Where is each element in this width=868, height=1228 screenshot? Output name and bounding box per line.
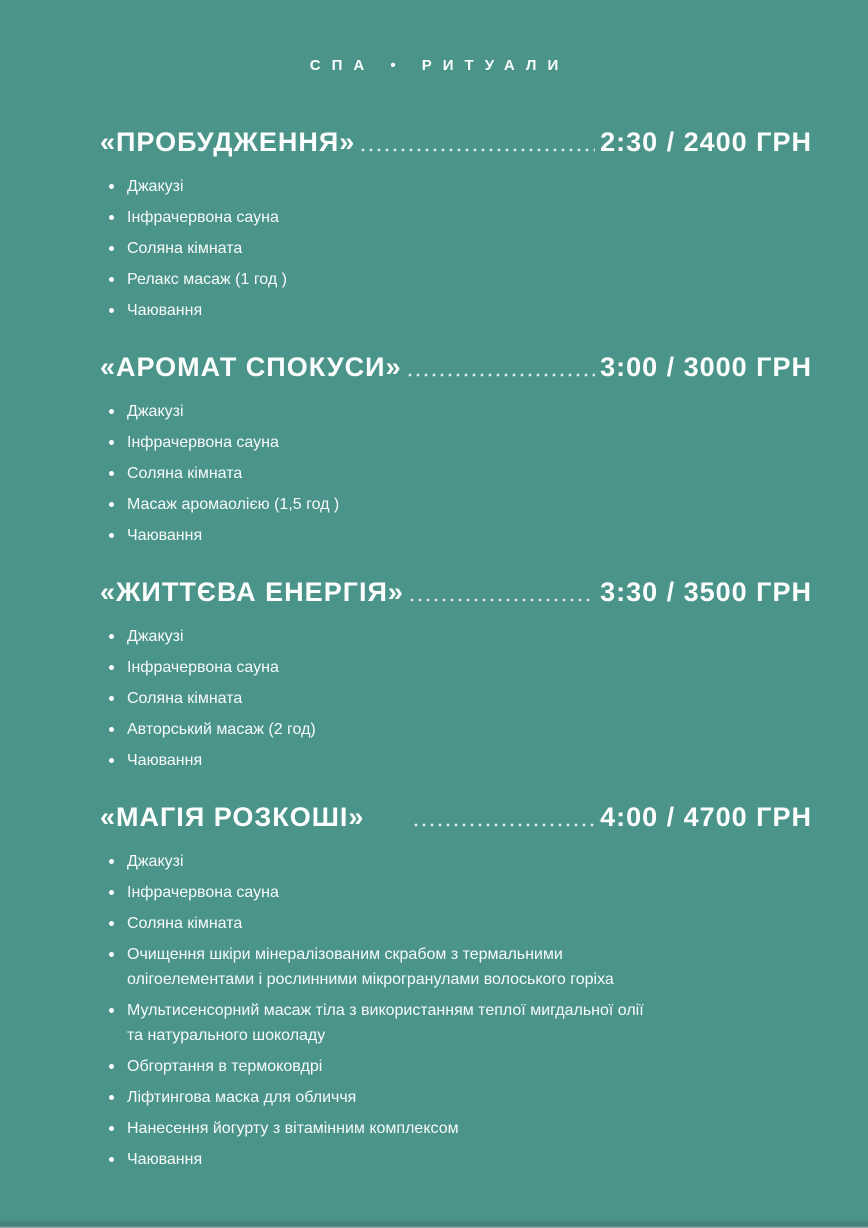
bullet-icon bbox=[109, 727, 114, 732]
section-header bbox=[100, 576, 812, 609]
bullet-icon bbox=[109, 696, 114, 701]
menu-item-label: Соляна кімната bbox=[127, 465, 243, 482]
menu-item bbox=[100, 1116, 658, 1141]
menu-item-label: Ліфтингова маска для обличчя bbox=[127, 1089, 357, 1106]
menu-item-label: Джакузі bbox=[127, 403, 184, 420]
menu-item bbox=[100, 430, 658, 455]
menu-item-label: Чаювання bbox=[127, 527, 203, 544]
menu-item bbox=[100, 748, 658, 773]
menu-item-label: Очищення шкіри мінералізованим скрабом з термальними олігоелементами і рослинними мікрогранулами волоського горіха bbox=[127, 946, 614, 988]
bullet-icon bbox=[109, 533, 114, 538]
menu-item-label: Джакузі bbox=[127, 853, 184, 870]
menu-item-label: Соляна кімната bbox=[127, 690, 243, 707]
menu-item bbox=[100, 849, 658, 874]
menu-section-zhyttieva-enerhiia bbox=[100, 576, 812, 773]
bullet-icon bbox=[109, 1126, 114, 1131]
section-header bbox=[100, 126, 812, 159]
bullet-icon bbox=[109, 952, 114, 957]
menu-item bbox=[100, 399, 658, 424]
item-list bbox=[100, 399, 812, 548]
menu-section-probudzhennia bbox=[100, 126, 812, 323]
section-name: «ПРОБУДЖЕННЯ» bbox=[100, 127, 356, 157]
menu-item bbox=[100, 998, 658, 1048]
menu-item-label: Нанесення йогурту з вітамінним комплексом bbox=[127, 1120, 459, 1137]
bullet-icon bbox=[109, 758, 114, 763]
menu-item-label: Інфрачервона сауна bbox=[127, 884, 279, 901]
section-name: «ЖИТТЄВА ЕНЕРГІЯ» bbox=[100, 577, 404, 607]
section-price: 3:30 / 3500 ГРН bbox=[600, 577, 812, 607]
bullet-icon bbox=[109, 1008, 114, 1013]
section-name: «АРОМАТ СПОКУСИ» bbox=[100, 352, 402, 382]
bullet-icon bbox=[109, 634, 114, 639]
bullet-icon bbox=[109, 471, 114, 476]
bullet-icon bbox=[109, 409, 114, 414]
page-bottom-edge bbox=[0, 1219, 868, 1228]
item-list bbox=[100, 624, 812, 773]
menu-item bbox=[100, 880, 658, 905]
menu-item-label: Обгортання в термоковдрі bbox=[127, 1058, 323, 1075]
bullet-icon bbox=[109, 246, 114, 251]
bullet-icon bbox=[109, 1157, 114, 1162]
menu-item bbox=[100, 205, 658, 230]
menu-item bbox=[100, 686, 658, 711]
menu-item bbox=[100, 523, 658, 548]
menu-item bbox=[100, 174, 658, 199]
item-list bbox=[100, 849, 812, 1172]
menu-item-label: Чаювання bbox=[127, 1151, 203, 1168]
menu-item-label: Релакс масаж (1 год ) bbox=[127, 271, 287, 288]
menu-item-label: Інфрачервона сауна bbox=[127, 209, 279, 226]
section-header bbox=[100, 801, 812, 834]
menu-item bbox=[100, 267, 658, 292]
menu-item bbox=[100, 717, 658, 742]
bullet-icon bbox=[109, 1064, 114, 1069]
bullet-icon bbox=[109, 184, 114, 189]
menu-section-mahiia-rozkoshi bbox=[100, 801, 812, 1172]
menu-item-label: Авторський масаж (2 год) bbox=[127, 721, 316, 738]
bullet-icon bbox=[109, 921, 114, 926]
dotted-leader bbox=[359, 148, 595, 152]
dotted-leader bbox=[406, 373, 595, 377]
menu-item-label: Чаювання bbox=[127, 302, 203, 319]
bullet-icon bbox=[109, 277, 114, 282]
bullet-icon bbox=[109, 308, 114, 313]
section-price: 4:00 / 4700 ГРН bbox=[600, 802, 812, 832]
section-header bbox=[100, 351, 812, 384]
item-list bbox=[100, 174, 812, 323]
page-title: СПА • РИТУАЛИ bbox=[309, 57, 570, 74]
bullet-icon bbox=[109, 890, 114, 895]
menu-item bbox=[100, 911, 658, 936]
menu-content bbox=[0, 126, 868, 1172]
menu-item bbox=[100, 461, 658, 486]
menu-item bbox=[100, 236, 658, 261]
section-name: «МАГІЯ РОЗКОШІ» bbox=[100, 802, 365, 832]
menu-item bbox=[100, 1054, 658, 1079]
menu-item-label: Мультисенсорний масаж тіла з використанням теплої мигдальної олії та натурального шоколаду bbox=[127, 1002, 644, 1044]
menu-item bbox=[100, 298, 658, 323]
menu-item-label: Інфрачервона сауна bbox=[127, 434, 279, 451]
bullet-icon bbox=[109, 859, 114, 864]
menu-item-label: Соляна кімната bbox=[127, 240, 243, 257]
menu-item-label: Джакузі bbox=[127, 628, 184, 645]
menu-item-label: Масаж аромаолією (1,5 год ) bbox=[127, 496, 340, 513]
bullet-icon bbox=[109, 215, 114, 220]
bullet-icon bbox=[109, 1095, 114, 1100]
dotted-leader bbox=[412, 823, 595, 827]
menu-item bbox=[100, 942, 658, 992]
bullet-icon bbox=[109, 502, 114, 507]
menu-item-label: Чаювання bbox=[127, 752, 203, 769]
section-price: 2:30 / 2400 ГРН bbox=[600, 127, 812, 157]
section-price: 3:00 / 3000 ГРН bbox=[600, 352, 812, 382]
menu-item bbox=[100, 492, 658, 517]
menu-item-label: Інфрачервона сауна bbox=[127, 659, 279, 676]
menu-item-label: Джакузі bbox=[127, 178, 184, 195]
bullet-icon bbox=[109, 665, 114, 670]
menu-item bbox=[100, 1147, 658, 1172]
menu-section-aromat-spokusy bbox=[100, 351, 812, 548]
menu-item bbox=[100, 655, 658, 680]
menu-item-label: Соляна кімната bbox=[127, 915, 243, 932]
menu-item bbox=[100, 1085, 658, 1110]
dotted-leader bbox=[408, 598, 595, 602]
bullet-icon bbox=[109, 440, 114, 445]
menu-item bbox=[100, 624, 658, 649]
